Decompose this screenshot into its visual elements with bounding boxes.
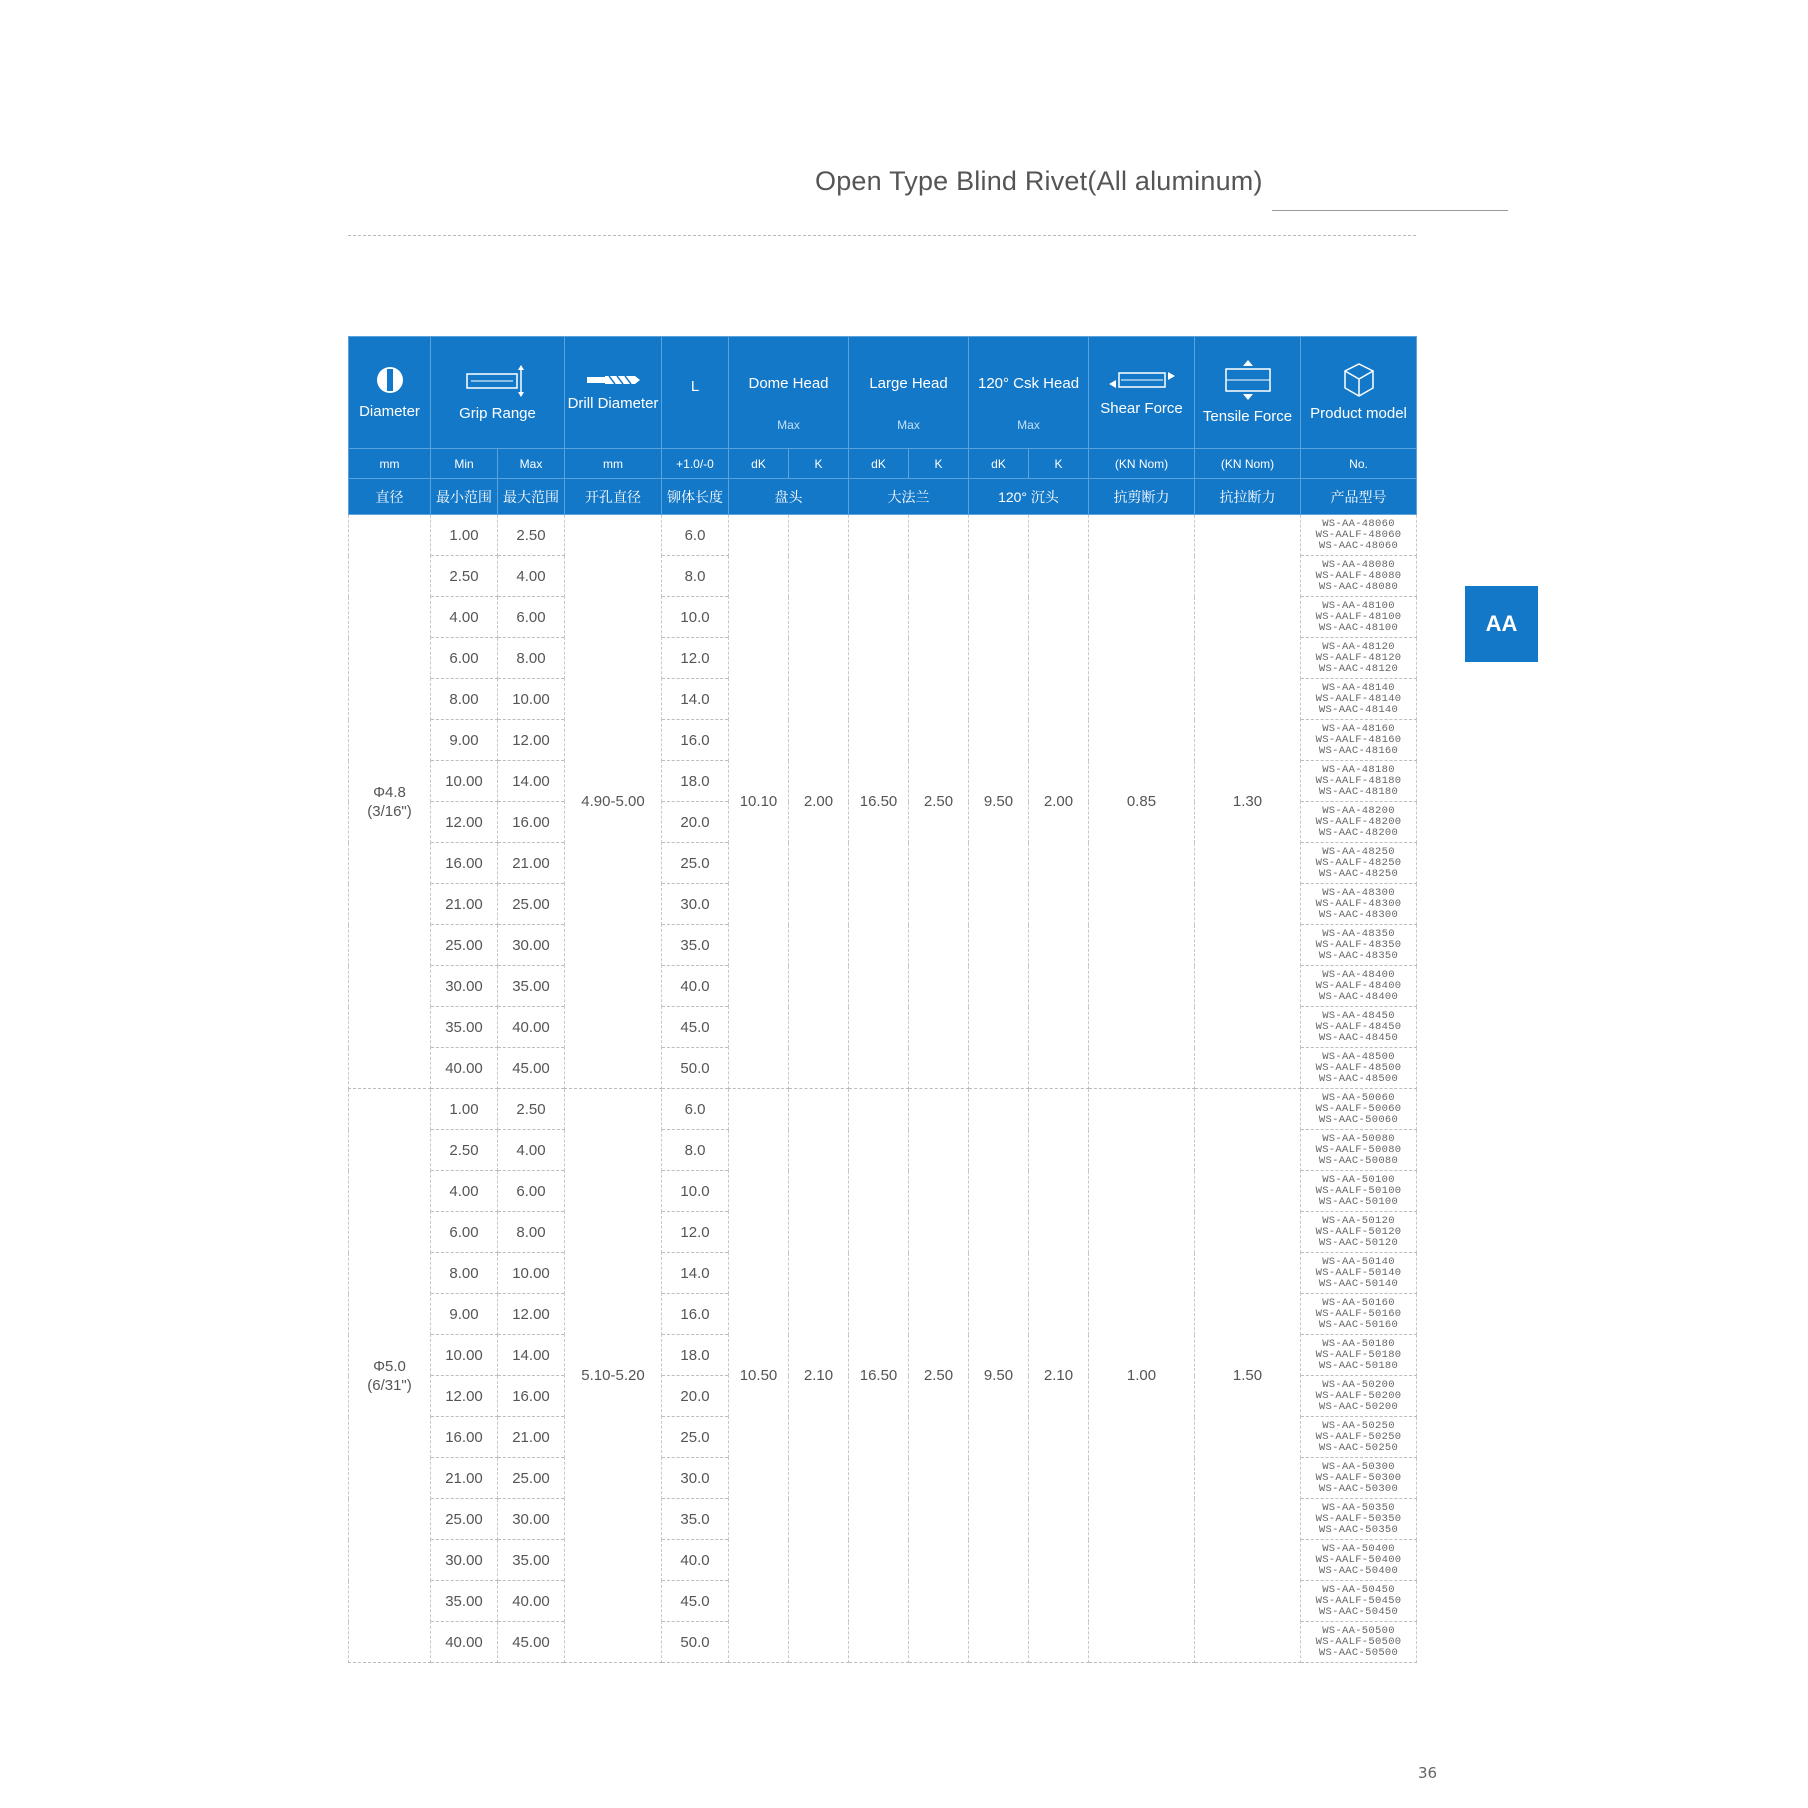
product-model-code: WS-AAC-50400 — [1318, 1564, 1399, 1577]
grip-min-cell: 12.00 — [431, 1376, 498, 1417]
product-model-code: WS-AAC-48400 — [1318, 990, 1399, 1003]
header-large-head — [849, 337, 969, 449]
product-model-code: WS-AAC-48100 — [1318, 621, 1399, 634]
product-model-cell — [1301, 1376, 1417, 1417]
product-model-code: WS-AA-50250 — [1322, 1419, 1395, 1432]
product-model-cell — [1301, 556, 1417, 597]
product-model-code: WS-AALF-50080 — [1315, 1143, 1402, 1156]
grip-max-cell: 14.00 — [498, 761, 565, 802]
product-model-code: WS-AALF-50300 — [1315, 1471, 1402, 1484]
header-dome-head — [729, 337, 849, 449]
unit-diameter: mm — [349, 449, 431, 479]
header-dome-head-max: Max — [777, 418, 800, 432]
product-model-code: WS-AAC-50120 — [1318, 1236, 1399, 1249]
shear-force-cell: 0.85 — [1089, 515, 1195, 1089]
length-cell: 20.0 — [662, 802, 729, 843]
diameter-cell — [349, 515, 431, 1089]
grip-range-icon — [463, 362, 533, 398]
grip-min-cell: 9.00 — [431, 1294, 498, 1335]
unit-product: No. — [1301, 449, 1417, 479]
product-model-cell — [1301, 843, 1417, 884]
grip-min-cell: 25.00 — [431, 1499, 498, 1540]
product-model-code: WS-AALF-50450 — [1315, 1594, 1402, 1607]
grip-min-cell: 6.00 — [431, 1212, 498, 1253]
product-model-code: WS-AA-48080 — [1322, 558, 1395, 571]
product-model-code: WS-AAC-50080 — [1318, 1154, 1399, 1167]
product-model-code: WS-AA-48140 — [1322, 681, 1395, 694]
length-cell: 50.0 — [662, 1622, 729, 1663]
product-model-code: WS-AA-48350 — [1322, 927, 1395, 940]
diameter-cell — [349, 1089, 431, 1663]
grip-max-cell: 30.00 — [498, 925, 565, 966]
product-model-code: WS-AALF-48100 — [1315, 610, 1402, 623]
grip-min-cell: 6.00 — [431, 638, 498, 679]
product-model-code: WS-AA-50500 — [1322, 1624, 1395, 1637]
cn-product: 产品型号 — [1301, 479, 1417, 515]
length-cell: 40.0 — [662, 966, 729, 1007]
product-model-code: WS-AALF-48060 — [1315, 528, 1402, 541]
product-model-code: WS-AA-50140 — [1322, 1255, 1395, 1268]
grip-min-cell: 40.00 — [431, 1048, 498, 1089]
unit-drill: mm — [565, 449, 662, 479]
product-model-code: WS-AALF-48350 — [1315, 938, 1402, 951]
product-model-cell — [1301, 1540, 1417, 1581]
product-model-code: WS-AA-50400 — [1322, 1542, 1395, 1555]
length-cell: 45.0 — [662, 1007, 729, 1048]
unit-shear: (KN Nom) — [1089, 449, 1195, 479]
product-model-code: WS-AAC-48080 — [1318, 580, 1399, 593]
grip-min-cell: 40.00 — [431, 1622, 498, 1663]
product-model-code: WS-AALF-48250 — [1315, 856, 1402, 869]
product-model-code: WS-AAC-50250 — [1318, 1441, 1399, 1454]
product-model-code: WS-AA-50200 — [1322, 1378, 1395, 1391]
length-cell: 6.0 — [662, 515, 729, 556]
length-cell: 14.0 — [662, 679, 729, 720]
unit-csk-dk: dK — [969, 449, 1029, 479]
product-model-code: WS-AALF-48200 — [1315, 815, 1402, 828]
product-model-code: WS-AALF-48450 — [1315, 1020, 1402, 1033]
header-large-head-max: Max — [897, 418, 920, 432]
product-model-code: WS-AAC-50100 — [1318, 1195, 1399, 1208]
grip-max-cell: 40.00 — [498, 1581, 565, 1622]
product-model-code: WS-AA-48250 — [1322, 845, 1395, 858]
grip-min-cell: 2.50 — [431, 556, 498, 597]
product-model-code: WS-AA-50060 — [1322, 1091, 1395, 1104]
product-model-code: WS-AAC-48350 — [1318, 949, 1399, 962]
grip-max-cell: 35.00 — [498, 1540, 565, 1581]
grip-max-cell: 21.00 — [498, 1417, 565, 1458]
grip-min-cell: 10.00 — [431, 761, 498, 802]
product-model-code: WS-AA-48400 — [1322, 968, 1395, 981]
product-model-cell — [1301, 1048, 1417, 1089]
length-cell: 25.0 — [662, 843, 729, 884]
dome-dk-cell: 10.50 — [729, 1089, 789, 1663]
length-cell: 40.0 — [662, 1540, 729, 1581]
cn-drill: 开孔直径 — [565, 479, 662, 515]
product-model-code: WS-AAC-48140 — [1318, 703, 1399, 716]
product-model-code: WS-AALF-50200 — [1315, 1389, 1402, 1402]
rivet-spec-table — [348, 336, 1417, 1663]
length-cell: 20.0 — [662, 1376, 729, 1417]
grip-max-cell: 25.00 — [498, 884, 565, 925]
length-cell: 35.0 — [662, 1499, 729, 1540]
product-model-code: WS-AALF-48400 — [1315, 979, 1402, 992]
unit-grip-min: Min — [431, 449, 498, 479]
product-model-cell — [1301, 1253, 1417, 1294]
grip-max-cell: 4.00 — [498, 556, 565, 597]
product-model-code: WS-AALF-50180 — [1315, 1348, 1402, 1361]
grip-max-cell: 2.50 — [498, 515, 565, 556]
grip-max-cell: 25.00 — [498, 1458, 565, 1499]
grip-min-cell: 35.00 — [431, 1007, 498, 1048]
product-model-code: WS-AA-48200 — [1322, 804, 1395, 817]
spec-table-body — [349, 515, 1417, 1663]
product-model-code: WS-AA-48160 — [1322, 722, 1395, 735]
product-model-cell — [1301, 638, 1417, 679]
header-diameter-label: Diameter — [359, 403, 420, 420]
length-cell: 6.0 — [662, 1089, 729, 1130]
length-cell: 25.0 — [662, 1417, 729, 1458]
length-cell: 30.0 — [662, 1458, 729, 1499]
tensile-force-cell: 1.30 — [1195, 515, 1301, 1089]
grip-min-cell: 1.00 — [431, 1089, 498, 1130]
diameter-value: Φ5.0 — [373, 1357, 406, 1375]
product-model-code: WS-AA-50450 — [1322, 1583, 1395, 1596]
product-model-code: WS-AAC-48300 — [1318, 908, 1399, 921]
product-model-code: WS-AAC-48250 — [1318, 867, 1399, 880]
length-cell: 50.0 — [662, 1048, 729, 1089]
product-model-code: WS-AA-50120 — [1322, 1214, 1395, 1227]
diameter-inch: (6/31") — [367, 1376, 412, 1394]
product-model-code: WS-AALF-50060 — [1315, 1102, 1402, 1115]
grip-max-cell: 4.00 — [498, 1130, 565, 1171]
product-model-code: WS-AALF-50100 — [1315, 1184, 1402, 1197]
grip-max-cell: 35.00 — [498, 966, 565, 1007]
header-csk-head-label: 120° Csk Head — [977, 375, 1080, 392]
cn-diameter: 直径 — [349, 479, 431, 515]
length-cell: 12.0 — [662, 1212, 729, 1253]
grip-max-cell: 12.00 — [498, 1294, 565, 1335]
grip-max-cell: 45.00 — [498, 1622, 565, 1663]
product-model-code: WS-AA-48120 — [1322, 640, 1395, 653]
product-model-code: WS-AA-50300 — [1322, 1460, 1395, 1473]
grip-min-cell: 2.50 — [431, 1130, 498, 1171]
product-model-code: WS-AA-50180 — [1322, 1337, 1395, 1350]
large-dk-cell: 16.50 — [849, 1089, 909, 1663]
unit-tensile: (KN Nom) — [1195, 449, 1301, 479]
grip-max-cell: 8.00 — [498, 638, 565, 679]
product-model-cell — [1301, 1212, 1417, 1253]
unit-dome-k: K — [789, 449, 849, 479]
product-model-code: WS-AAC-48120 — [1318, 662, 1399, 675]
table-row — [349, 515, 1417, 556]
header-length-label: L — [690, 378, 700, 395]
product-model-code: WS-AAC-50060 — [1318, 1113, 1399, 1126]
product-model-cell — [1301, 720, 1417, 761]
product-model-code: WS-AALF-50350 — [1315, 1512, 1402, 1525]
header-length — [662, 337, 729, 449]
cn-grip-min: 最小范围 — [431, 479, 498, 515]
length-cell: 30.0 — [662, 884, 729, 925]
cn-dome-head: 盘头 — [729, 479, 849, 515]
product-model-code: WS-AA-50080 — [1322, 1132, 1395, 1145]
drill-diameter-cell: 5.10-5.20 — [565, 1089, 662, 1663]
dome-k-cell: 2.10 — [789, 1089, 849, 1663]
cn-large-head: 大法兰 — [849, 479, 969, 515]
grip-min-cell: 4.00 — [431, 597, 498, 638]
csk-dk-cell: 9.50 — [969, 515, 1029, 1089]
grip-max-cell: 2.50 — [498, 1089, 565, 1130]
grip-max-cell: 16.00 — [498, 1376, 565, 1417]
grip-min-cell: 9.00 — [431, 720, 498, 761]
shear-force-cell: 1.00 — [1089, 1089, 1195, 1663]
product-model-code: WS-AALF-50160 — [1315, 1307, 1402, 1320]
product-model-code: WS-AAC-48160 — [1318, 744, 1399, 757]
product-model-code: WS-AALF-50250 — [1315, 1430, 1402, 1443]
shear-force-icon — [1107, 367, 1177, 393]
header-shear-force-label: Shear Force — [1100, 400, 1183, 417]
length-cell: 10.0 — [662, 597, 729, 638]
product-model-code: WS-AAC-48500 — [1318, 1072, 1399, 1085]
product-model-cell — [1301, 802, 1417, 843]
product-model-code: WS-AALF-48120 — [1315, 651, 1402, 664]
product-model-code: WS-AAC-50500 — [1318, 1646, 1399, 1659]
product-model-cell — [1301, 761, 1417, 802]
grip-max-cell: 16.00 — [498, 802, 565, 843]
grip-min-cell: 16.00 — [431, 843, 498, 884]
header-csk-head — [969, 337, 1089, 449]
product-model-cell — [1301, 515, 1417, 556]
header-drill-diameter-label: Drill Diameter — [567, 395, 659, 412]
product-model-code: WS-AALF-48180 — [1315, 774, 1402, 787]
product-model-code: WS-AAC-48200 — [1318, 826, 1399, 839]
product-model-cell — [1301, 925, 1417, 966]
grip-min-cell: 12.00 — [431, 802, 498, 843]
diameter-value: Φ4.8 — [373, 783, 406, 801]
grip-min-cell: 25.00 — [431, 925, 498, 966]
header-large-head-label: Large Head — [869, 375, 948, 392]
table-row — [349, 1089, 1417, 1130]
product-model-code: WS-AA-50100 — [1322, 1173, 1395, 1186]
dome-dk-cell: 10.10 — [729, 515, 789, 1089]
unit-length: +1.0/-0 — [662, 449, 729, 479]
product-model-cell — [1301, 1007, 1417, 1048]
large-k-cell: 2.50 — [909, 1089, 969, 1663]
product-model-cell — [1301, 1581, 1417, 1622]
product-model-cell — [1301, 884, 1417, 925]
grip-min-cell: 30.00 — [431, 1540, 498, 1581]
product-model-code: WS-AALF-50400 — [1315, 1553, 1402, 1566]
product-model-code: WS-AA-48450 — [1322, 1009, 1395, 1022]
unit-large-dk: dK — [849, 449, 909, 479]
product-model-code: WS-AAC-48450 — [1318, 1031, 1399, 1044]
product-model-code: WS-AAC-50350 — [1318, 1523, 1399, 1536]
length-cell: 14.0 — [662, 1253, 729, 1294]
tensile-force-icon — [1223, 359, 1273, 401]
grip-min-cell: 8.00 — [431, 1253, 498, 1294]
header-tensile-force — [1195, 337, 1301, 449]
title-underline — [1272, 210, 1508, 211]
product-model-code: WS-AA-48180 — [1322, 763, 1395, 776]
grip-min-cell: 4.00 — [431, 1171, 498, 1212]
product-model-code: WS-AA-48300 — [1322, 886, 1395, 899]
top-divider — [348, 235, 1416, 236]
product-model-cell — [1301, 1171, 1417, 1212]
product-model-code: WS-AA-50350 — [1322, 1501, 1395, 1514]
grip-min-cell: 21.00 — [431, 884, 498, 925]
header-shear-force — [1089, 337, 1195, 449]
product-model-cell — [1301, 679, 1417, 720]
drill-diameter-cell: 4.90-5.00 — [565, 515, 662, 1089]
page-number: 36 — [1418, 1764, 1438, 1782]
unit-grip-max: Max — [498, 449, 565, 479]
length-cell: 8.0 — [662, 556, 729, 597]
diameter-inch: (3/16") — [367, 802, 412, 820]
product-model-code: WS-AALF-50500 — [1315, 1635, 1402, 1648]
dome-k-cell: 2.00 — [789, 515, 849, 1089]
csk-k-cell: 2.00 — [1029, 515, 1089, 1089]
product-model-cell — [1301, 1499, 1417, 1540]
product-model-code: WS-AAC-50140 — [1318, 1277, 1399, 1290]
length-cell: 16.0 — [662, 1294, 729, 1335]
product-model-cell — [1301, 1335, 1417, 1376]
header-csk-head-max: Max — [1017, 418, 1040, 432]
product-model-code: WS-AA-48060 — [1322, 517, 1395, 530]
rivet-section-icon — [374, 364, 406, 396]
grip-max-cell: 6.00 — [498, 1171, 565, 1212]
grip-min-cell: 8.00 — [431, 679, 498, 720]
csk-dk-cell: 9.50 — [969, 1089, 1029, 1663]
unit-dome-dk: dK — [729, 449, 789, 479]
product-model-code: WS-AAC-50160 — [1318, 1318, 1399, 1331]
grip-max-cell: 6.00 — [498, 597, 565, 638]
large-k-cell: 2.50 — [909, 515, 969, 1089]
cn-shear: 抗剪断力 — [1089, 479, 1195, 515]
length-cell: 12.0 — [662, 638, 729, 679]
grip-max-cell: 30.00 — [498, 1499, 565, 1540]
cn-tensile: 抗拉断力 — [1195, 479, 1301, 515]
product-model-cell — [1301, 1417, 1417, 1458]
header-grip-range-label: Grip Range — [459, 405, 536, 422]
product-model-code: WS-AALF-50140 — [1315, 1266, 1402, 1279]
length-cell: 8.0 — [662, 1130, 729, 1171]
product-model-cell — [1301, 1130, 1417, 1171]
length-cell: 35.0 — [662, 925, 729, 966]
header-diameter — [349, 337, 431, 449]
grip-max-cell: 12.00 — [498, 720, 565, 761]
grip-max-cell: 45.00 — [498, 1048, 565, 1089]
length-cell: 45.0 — [662, 1581, 729, 1622]
header-dome-head-label: Dome Head — [748, 375, 829, 392]
tensile-force-cell: 1.50 — [1195, 1089, 1301, 1663]
grip-min-cell: 21.00 — [431, 1458, 498, 1499]
grip-min-cell: 10.00 — [431, 1335, 498, 1376]
product-model-code: WS-AAC-50200 — [1318, 1400, 1399, 1413]
length-cell: 10.0 — [662, 1171, 729, 1212]
grip-max-cell: 10.00 — [498, 679, 565, 720]
product-model-cell — [1301, 1089, 1417, 1130]
drill-bit-icon — [585, 372, 641, 388]
cn-grip-max: 最大范围 — [498, 479, 565, 515]
header-product-model-label: Product model — [1310, 405, 1407, 422]
header-product-model — [1301, 337, 1417, 449]
csk-k-cell: 2.10 — [1029, 1089, 1089, 1663]
grip-min-cell: 35.00 — [431, 1581, 498, 1622]
product-model-code: WS-AALF-50120 — [1315, 1225, 1402, 1238]
header-tensile-force-label: Tensile Force — [1202, 408, 1293, 425]
grip-max-cell: 40.00 — [498, 1007, 565, 1048]
product-model-code: WS-AALF-48300 — [1315, 897, 1402, 910]
grip-min-cell: 1.00 — [431, 515, 498, 556]
product-model-code: WS-AAC-50300 — [1318, 1482, 1399, 1495]
length-cell: 18.0 — [662, 761, 729, 802]
grip-max-cell: 8.00 — [498, 1212, 565, 1253]
cube-icon — [1342, 362, 1376, 398]
grip-max-cell: 21.00 — [498, 843, 565, 884]
product-model-code: WS-AALF-48140 — [1315, 692, 1402, 705]
unit-large-k: K — [909, 449, 969, 479]
grip-max-cell: 10.00 — [498, 1253, 565, 1294]
product-model-code: WS-AALF-48160 — [1315, 733, 1402, 746]
header-drill-diameter — [565, 337, 662, 449]
product-model-cell — [1301, 966, 1417, 1007]
product-model-code: WS-AAC-50450 — [1318, 1605, 1399, 1618]
section-tab-aa: AA — [1465, 586, 1538, 662]
product-model-code: WS-AALF-48080 — [1315, 569, 1402, 582]
product-model-code: WS-AAC-48180 — [1318, 785, 1399, 798]
grip-max-cell: 14.00 — [498, 1335, 565, 1376]
product-model-code: WS-AA-48100 — [1322, 599, 1395, 612]
length-cell: 16.0 — [662, 720, 729, 761]
large-dk-cell: 16.50 — [849, 515, 909, 1089]
product-model-cell — [1301, 1294, 1417, 1335]
cn-length: 铆体长度 — [662, 479, 729, 515]
unit-csk-k: K — [1029, 449, 1089, 479]
grip-min-cell: 16.00 — [431, 1417, 498, 1458]
product-model-cell — [1301, 597, 1417, 638]
page-title: Open Type Blind Rivet(All aluminum) — [815, 166, 1263, 196]
product-model-code: WS-AA-50160 — [1322, 1296, 1395, 1309]
product-model-cell — [1301, 1622, 1417, 1663]
cn-csk-head: 120° 沉头 — [969, 479, 1089, 515]
product-model-code: WS-AA-48500 — [1322, 1050, 1395, 1063]
product-model-cell — [1301, 1458, 1417, 1499]
grip-min-cell: 30.00 — [431, 966, 498, 1007]
header-grip-range — [431, 337, 565, 449]
length-cell: 18.0 — [662, 1335, 729, 1376]
product-model-code: WS-AAC-50180 — [1318, 1359, 1399, 1372]
product-model-code: WS-AALF-48500 — [1315, 1061, 1402, 1074]
product-model-code: WS-AAC-48060 — [1318, 539, 1399, 552]
